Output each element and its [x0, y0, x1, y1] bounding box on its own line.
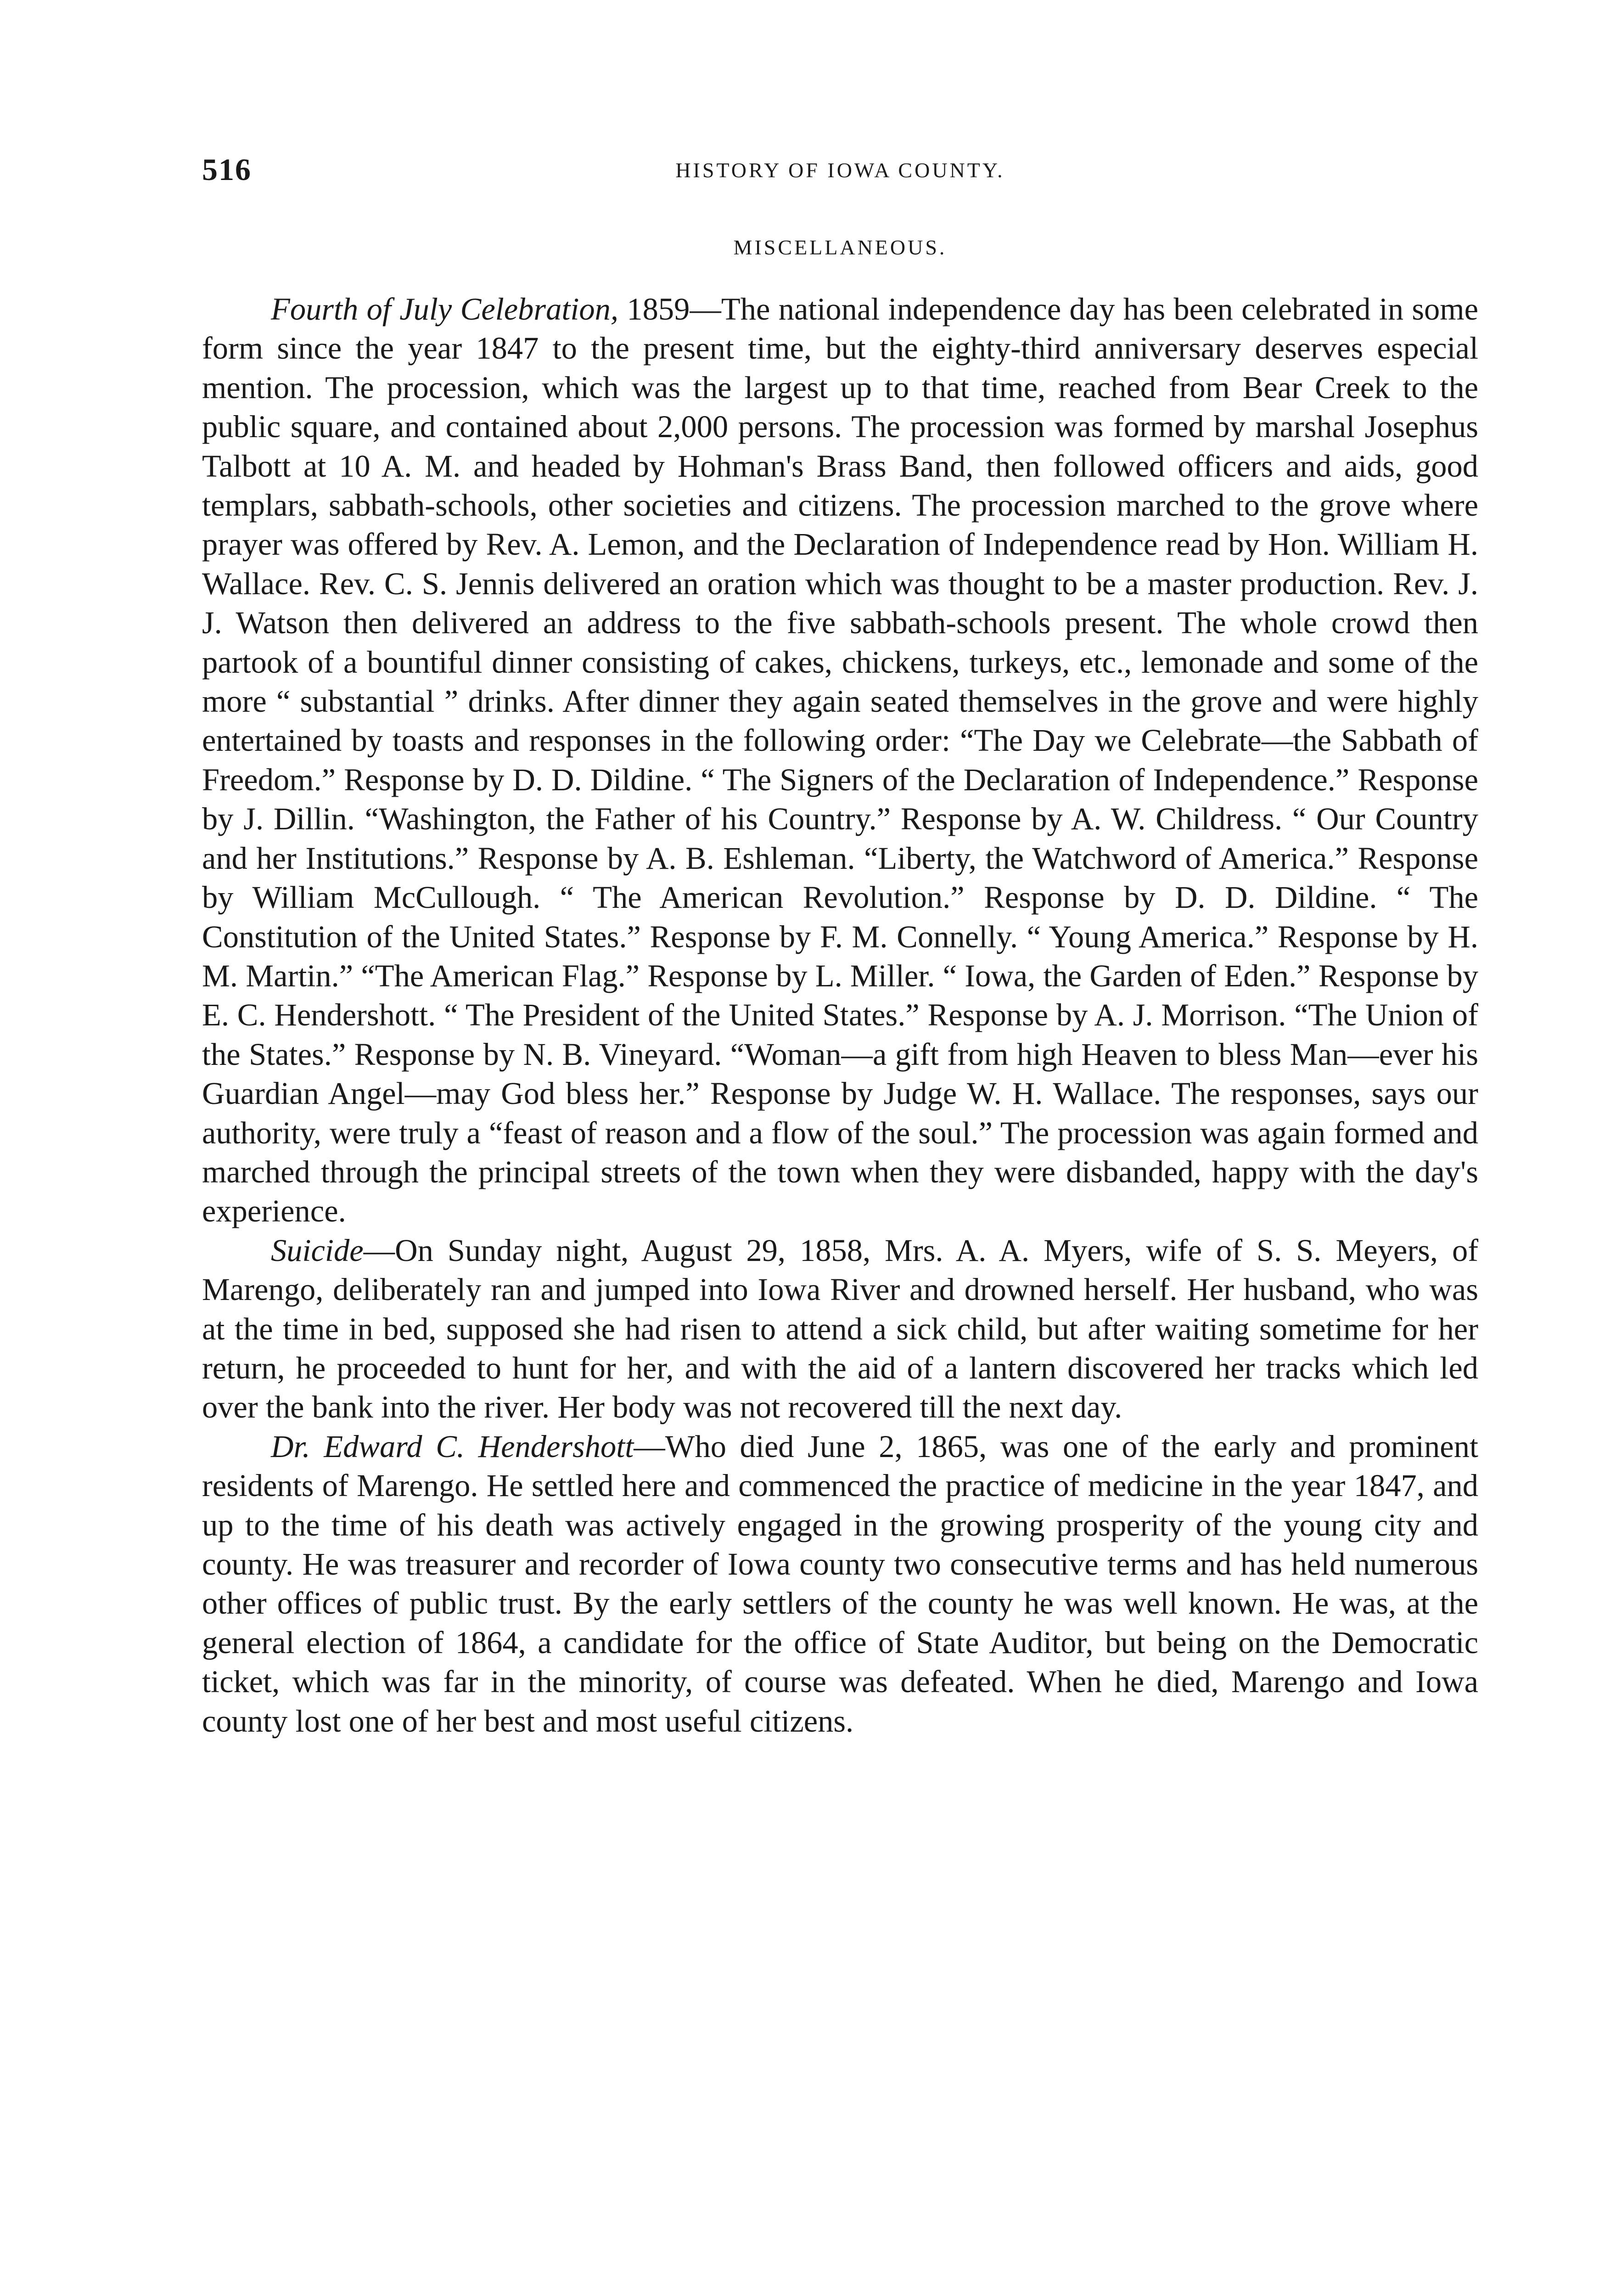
- entry-body: —Who died June 2, 1865, was one of the early and prominent residents of Marengo. He settled here and commenced the practice of medicine in the year 1847, and up to the time of his death was actively engaged in the growing prosperity of the young city and county. He was treasurer and recorder of Iowa county two consecutive terms and has held numerous other offices of public trust. By the early settlers of the county he was well known. He was, at the general election of 1864, a candidate for the office of State Auditor, but being on the Democratic ticket, which was far in the minority, of course was defeated. When he died, Marengo and Iowa county lost one of her best and most useful citizens.: [202, 1429, 1478, 1739]
- entry-body: 1859—The national independence day has been celebrated in some form since the year 1847 to the present time, but the eighty-third anniversary deserves especial mention. The procession, which was the largest up to that time, reached from Bear Creek to the public square, and contained about 2,000 persons. The procession was formed by marshal Josephus Talbott at 10 A. M. and headed by Hohman's Brass Band, then followed officers and aids, good templars, sabbath-schools, other societies and citizens. The procession marched to the grove where prayer was offered by Rev. A. Lemon, and the Declaration of Independence read by Hon. William H. Wallace. Rev. C. S. Jennis delivered an oration which was thought to be a master production. Rev. J. J. Watson then delivered an address to the five sabbath-schools present. The whole crowd then partook of a bountiful dinner consisting of cakes, chickens, turkeys, etc., lemonade and some of the more “ substantial ” drinks. After dinner they again seated themselves in the grove and were highly entertained by toasts and responses in the following order: “The Day we Celebrate—the Sabbath of Freedom.” Response by D. D. Dildine. “ The Signers of the Declaration of Independence.” Response by J. Dillin. “Washington, the Father of his Country.” Response by A. W. Childress. “ Our Country and her Institutions.” Response by A. B. Eshleman. “Liberty, the Watchword of America.” Response by William McCullough. “ The American Revolution.” Response by D. D. Dildine. “ The Constitution of the United States.” Response by F. M. Connelly. “ Young America.” Response by H. M. Martin.” “The American Flag.” Response by L. Miller. “ Iowa, the Garden of Eden.” Response by E. C. Hendershott. “ The President of the United States.” Response by A. J. Morrison. “The Union of the States.” Response by N. B. Vineyard. “Woman—a gift from high Heaven to bless Man—ever his Guardian Angel—may God bless her.” Response by Judge W. H. Wallace. The responses, says our authority, were truly a “feast of reason and a flow of the soul.” The procession was again formed and marched through the principal streets of the town when they were disbanded, happy with the day's experience.: [202, 292, 1478, 1229]
- entry-suicide: [202, 1231, 1478, 1427]
- entry-hendershott: [202, 1427, 1478, 1741]
- entry-heading: Fourth of July Celebration,: [271, 292, 619, 326]
- book-page: [202, 152, 1478, 1741]
- entry-fourth-of-july: [202, 290, 1478, 1231]
- section-title: MISCELLANEOUS.: [733, 236, 947, 259]
- entry-body: —On Sunday night, August 29, 1858, Mrs. A. A. Myers, wife of S. S. Meyers, of Marengo, deliberately ran and jumped into Iowa River and drowned herself. Her husband, who was at the time in bed, supposed she had risen to attend a sick child, but after waiting sometime for her return, he proceeded to hunt for her, and with the aid of a lantern discovered her tracks which led over the bank into the river. Her body was not recovered till the next day.: [202, 1232, 1478, 1425]
- entry-heading: Suicide: [271, 1232, 364, 1268]
- entry-heading: Dr. Edward C. Hendershott: [271, 1429, 634, 1464]
- running-head: [202, 152, 1478, 202]
- page-number: 516: [202, 152, 252, 187]
- running-title: HISTORY OF IOWA COUNTY.: [675, 158, 1005, 182]
